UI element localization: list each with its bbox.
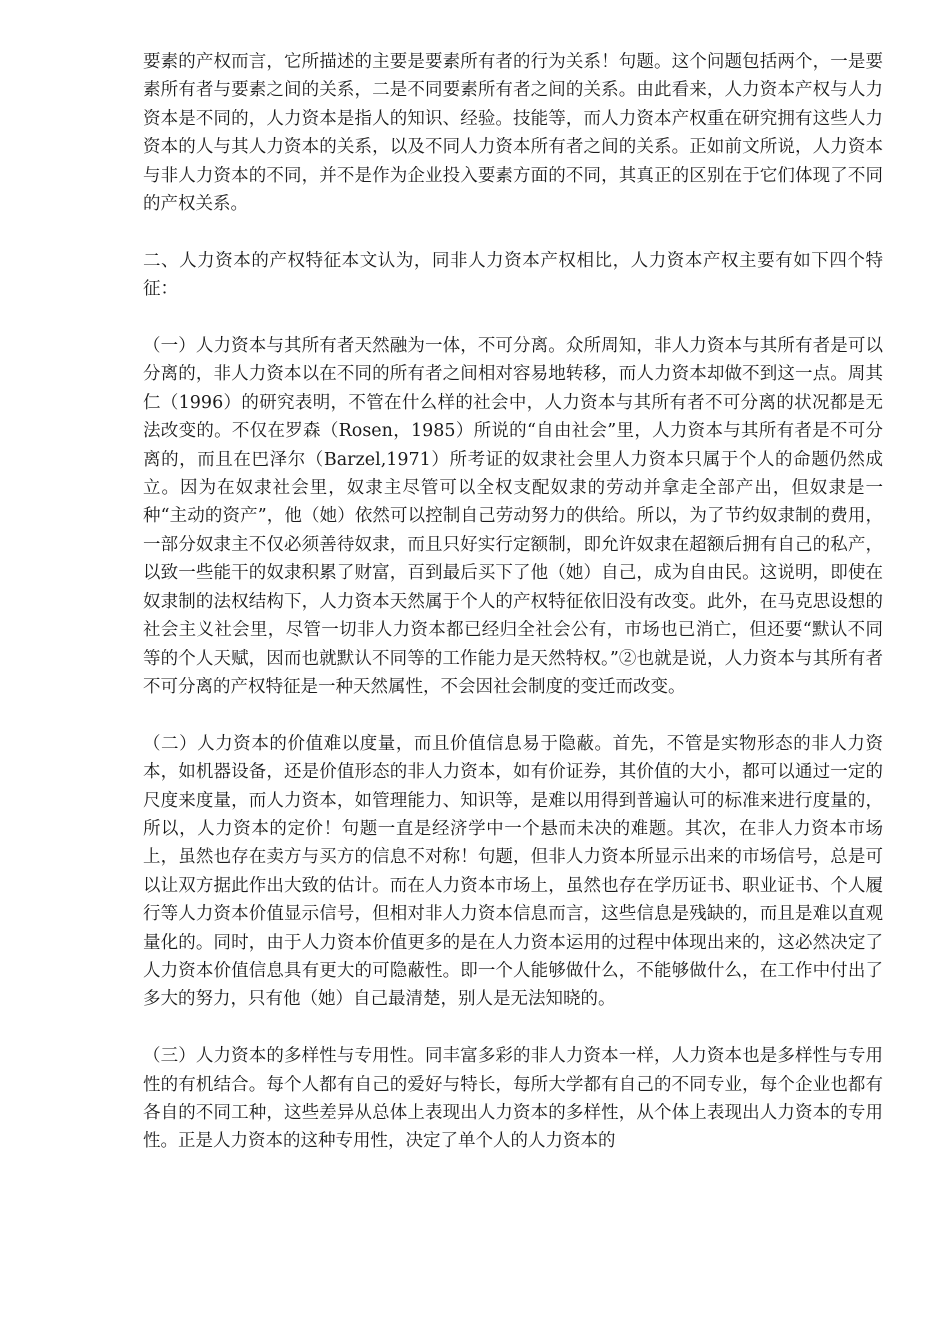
paragraph-feature-2: （二）人力资本的价值难以度量，而且价值信息易于隐蔽。首先，不管是实物形态的非人力资本，如机器设备，还是价值形态的非人力资本，如有价证券，其价值的大小，都可以通过一定的尺度来度量，而人力资本，如管理能力、知识等，是难以用得到普遍认可的标准来进行度量的，所以，人力资本的定价！句题一直是经济学中一个悬而未决的难题。其次，在非人力资本市场上，虽然也存在卖方与买方的信息不对称！句题，但非人力资本所显示出来的市场信号，总是可以让双方据此作出大致的估计。而在人力资本市场上，虽然也存在学历证书、职业证书、个人履行等人力资本价值显示信号，但相对非人力资本信息而言，这些信息是残缺的，而且是难以直观量化的。同时，由于人力资本价值更多的是在人力资本运用的过程中体现出来的，这必然决定了人力资本价值信息具有更大的可隐蔽性。即一个人能够做什么，不能够做什么，在工作中付出了多大的努力，只有他（她）自己最清楚，别人是无法知晓的。 [143, 733, 883, 1010]
paragraph-section-heading: 二、人力资本的产权特征本文认为，同非人力资本产权相比，人力资本产权主要有如下四个特征： [143, 250, 883, 300]
paragraph-feature-1: （一）人力资本与其所有者天然融为一体，不可分离。众所周知，非人力资本与其所有者是可以分离的，非人力资本以在不同的所有者之间相对容易地转移，而人力资本却做不到这一点。周其仁（1996）的研究表明，不管在什么样的社会中，人力资本与其所有者不可分离的状况都是无法改变的。不仅在罗森（Rosen，1985）所说的“自由社会”里，人力资本与其所有者是不可分离的，而且在巴泽尔（Barzel,1971）所考证的奴隶社会里人力资本只属于个人的命题仍然成立。因为在奴隶社会里，奴隶主尽管可以全权支配奴隶的劳动并拿走全部产出，但奴隶是一种“主动的资产”，他（她）依然可以控制自己劳动努力的供给。所以，为了节约奴隶制的费用，一部分奴隶主不仅必须善待奴隶，而且只好实行定额制，即允许奴隶在超额后拥有自己的私产，以致一些能干的奴隶积累了财富，百到最后买下了他（她）自己，成为自由民。这说明，即使在奴隶制的法权结构下，人力资本天然属于个人的产权特征依旧没有改变。此外，在马克思设想的社会主义社会里，尽管一切非人力资本都已经归全社会公有，市场也已消亡，但还要“默认不同等的个人天赋，因而也就默认不同等的工作能力是天然特权。”②也就是说，人力资本与其所有者不可分离的产权特征是一种天然属性，不会因社会制度的变迁而改变。 [143, 336, 883, 697]
paragraph-feature-3: （三）人力资本的多样性与专用性。同丰富多彩的非人力资本一样，人力资本也是多样性与专用性的有机结合。每个人都有自己的爱好与特长，每所大学都有自己的不同专业，每个企业也都有各自的不同工种，这些差异从总体上表现出人力资本的多样性，从个体上表现出人力资本的专用性。正是人力资本的这种专用性，决定了单个人的人力资本的 [143, 1046, 883, 1152]
paragraph-continuation: 要素的产权而言，它所描述的主要是要素所有者的行为关系！句题。这个问题包括两个，一是要素所有者与要素之间的关系，二是不同要素所有者之间的关系。由此看来，人力资本产权与人力资本是不同的，人力资本是指人的知识、经验。技能等，而人力资本产权重在研究拥有这些人力资本的人与其人力资本的关系，以及不同人力资本所有者之间的关系。正如前文所说，人力资本与非人力资本的不同，并不是作为企业投入要素方面的不同，其真正的区别在于它们体现了不同的产权关系。 [143, 52, 883, 215]
document-page [143, 48, 883, 1184]
